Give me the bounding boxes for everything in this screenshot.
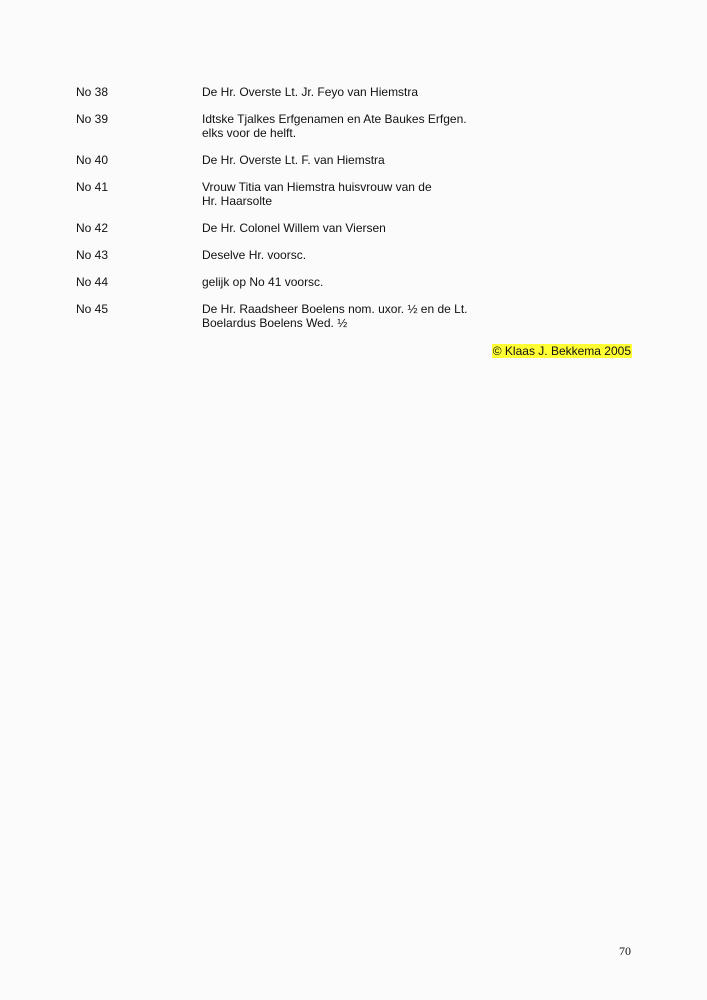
entry-text bbox=[202, 112, 636, 140]
entry-number: No 40 bbox=[76, 153, 109, 167]
entry-number: No 41 bbox=[76, 180, 109, 194]
entry-number: No 43 bbox=[76, 248, 109, 262]
copyright-notice: © Klaas J. Bekkema 2005 bbox=[492, 344, 631, 358]
entry-row bbox=[76, 85, 636, 99]
entry-text-line: Boelardus Boelens Wed. ½ bbox=[202, 316, 348, 330]
entry-row bbox=[76, 302, 636, 330]
entry-text bbox=[202, 275, 636, 289]
entry-number: No 45 bbox=[76, 302, 109, 316]
entry-text bbox=[202, 180, 636, 208]
entries-list bbox=[76, 85, 636, 343]
entry-text bbox=[202, 221, 636, 235]
entry-text-line: De Hr. Colonel Willem van Viersen bbox=[202, 221, 386, 235]
entry-text-line: elks voor de helft. bbox=[202, 126, 297, 140]
copyright-row bbox=[492, 344, 632, 358]
entry-row bbox=[76, 180, 636, 208]
entry-row bbox=[76, 248, 636, 262]
entry-text-line: De Hr. Overste Lt. Jr. Feyo van Hiemstra bbox=[202, 85, 419, 99]
entry-text bbox=[202, 302, 636, 330]
page-number: 70 bbox=[619, 944, 631, 958]
entry-row bbox=[76, 275, 636, 289]
entry-text-line: Vrouw Titia van Hiemstra huisvrouw van de bbox=[202, 180, 432, 194]
entry-number: No 39 bbox=[76, 112, 109, 126]
entry-row bbox=[76, 153, 636, 167]
entry-row bbox=[76, 112, 636, 140]
entry-number: No 42 bbox=[76, 221, 109, 235]
entry-text-line: Idtske Tjalkes Erfgenamen en Ate Baukes Erfgen. bbox=[202, 112, 467, 126]
entry-text-line: De Hr. Overste Lt. F. van Hiemstra bbox=[202, 153, 385, 167]
entry-text-line: Hr. Haarsolte bbox=[202, 194, 273, 208]
entry-number: No 38 bbox=[76, 85, 109, 99]
entry-text-line: Deselve Hr. voorsc. bbox=[202, 248, 307, 262]
entry-text-line: De Hr. Raadsheer Boelens nom. uxor. ½ en de Lt. bbox=[202, 302, 468, 316]
entry-text bbox=[202, 153, 636, 167]
entry-row bbox=[76, 221, 636, 235]
entry-text-line: gelijk op No 41 voorsc. bbox=[202, 275, 324, 289]
entry-text bbox=[202, 248, 636, 262]
entry-text bbox=[202, 85, 636, 99]
entry-number: No 44 bbox=[76, 275, 109, 289]
